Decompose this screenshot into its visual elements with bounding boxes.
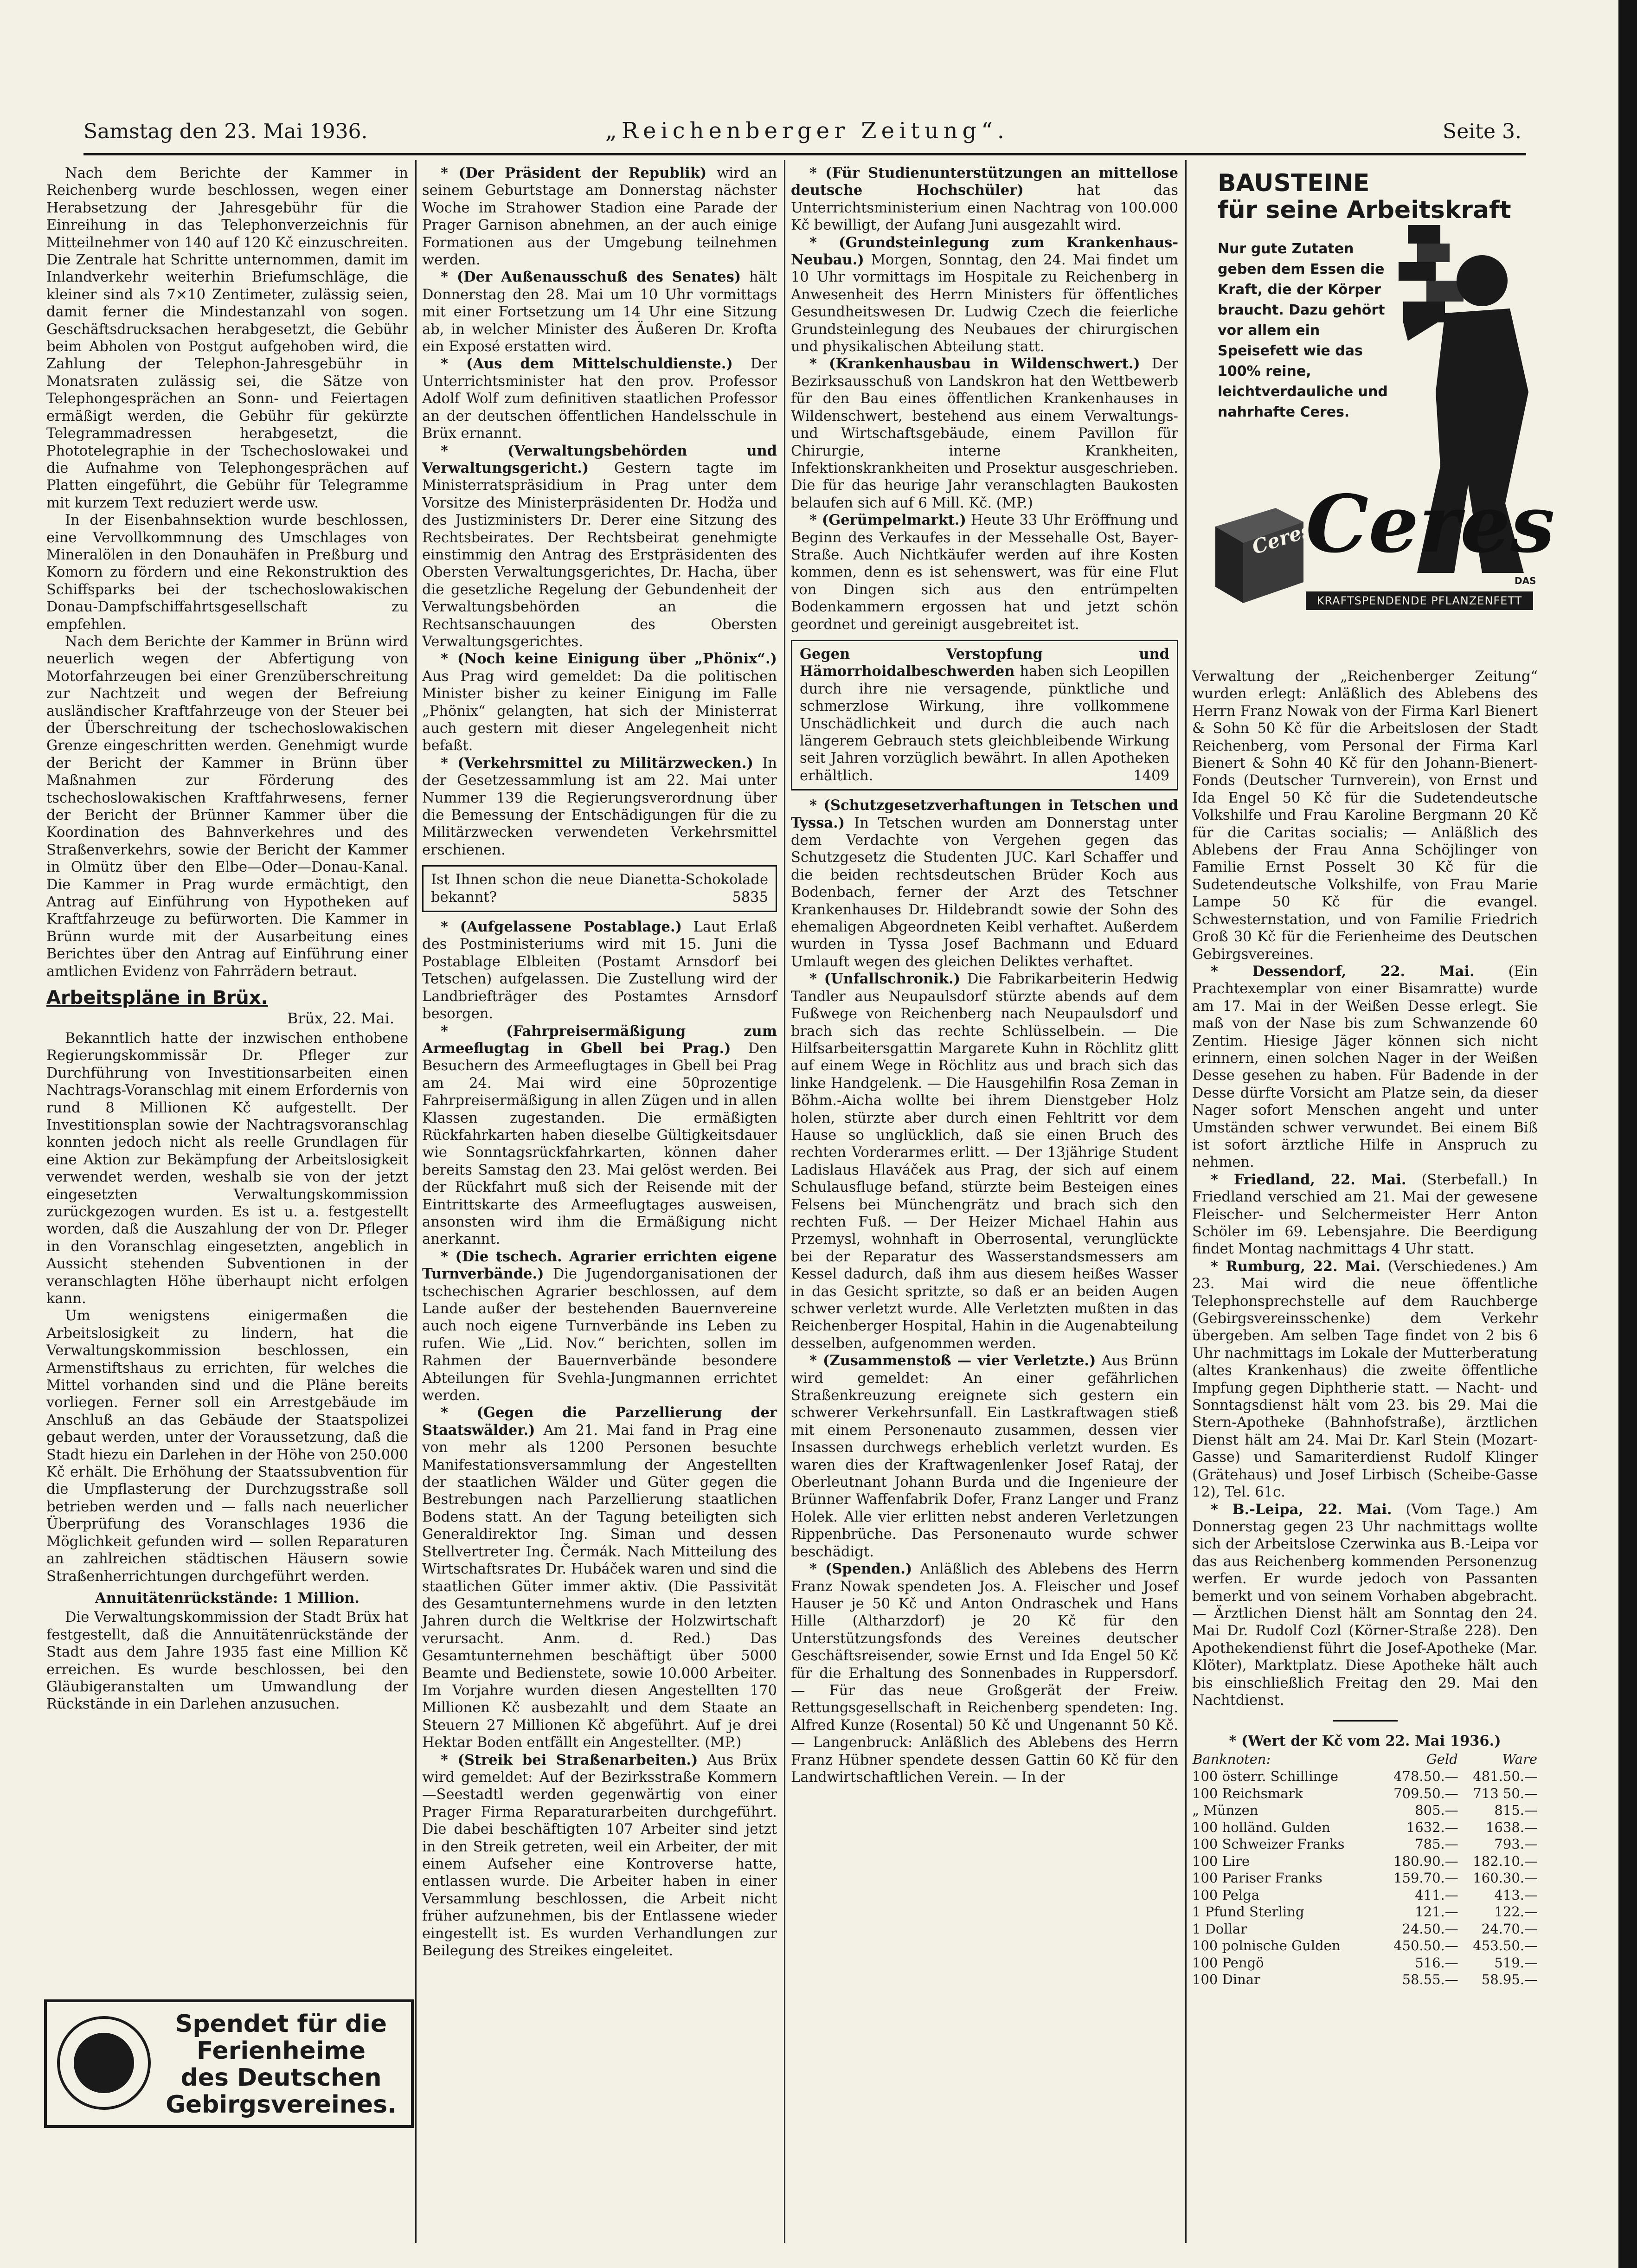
- exchange-rate-row: [1192, 1836, 1538, 1853]
- column-rule: [784, 160, 785, 2243]
- article-subheading: Annuitätenrückstände: 1 Million.: [95, 1589, 360, 1606]
- exchange-rate-ware: 58.95.—: [1481, 1972, 1538, 1988]
- news-item: [1192, 963, 1538, 1171]
- article-headline: Arbeitspläne in Brüx.: [46, 987, 268, 1009]
- news-item-text: Anläßlich des Ablebens des Herrn Franz Nowak spendeten Jos. A. Fleischer und Josef Hauser je 50 Kč und Anton Ondraschek und Hans Hille (Altharzdorf) je 20 Kč für den Unterstützungsfonds des Vereines deutscher Geschäftsreisender, sowie Ernst und Ida Engel 50 Kč für die Erhaltung des Sonnenbades in Ruppersdorf. — Für das neue Großgerät der Freiw. Rettungsgesellschaft in Reichenberg spendeten: Ing. Alfred Kunze (Rosental) 50 Kč und Ungenannt 50 Kč. — Langenbruck: Anläßlich des Ablebens des Herrn Franz Hübner spendete dessen Gattin 60 Kč für den Landwirtschaftlichen Verein. — In der: [791, 1561, 1179, 1786]
- exchange-rate-ware: 24.70.—: [1481, 1921, 1538, 1937]
- exchange-rate-row: [1192, 1971, 1538, 1988]
- exchange-rate-currency: 100 Pariser Franks: [1192, 1870, 1322, 1886]
- exchange-rate-row: [1192, 1819, 1538, 1836]
- exchange-rate-geld: 805.—: [1415, 1802, 1458, 1818]
- article-paragraph: Um wenigstens einigermaßen die Arbeitslosigkeit zu lindern, hat die Verwaltungskommission beschlossen, ein Armenstiftshaus zu errichten, für welches die Mittel vorhanden sind und die Pläne bereits vorliegen. Ferner soll ein Arrestgebäude im Anschluß an das Gebäude der Staatspolizei gebaut werden, unter der Voraussetzung, daß die Stadt hiezu ein Darlehen in der Höhe von 250.000 Kč erhält. Die Erhöhung der Staatssubvention für die Umpflasterung der Durchzugsstraße soll betrieben werden und — falls nach neuerlicher Überprüfung des Voranschlages 1936 die Möglichkeit gefunden wird — sollen Reparaturen an zahlreichen städtischen Häusern sowie Straßenherrichtungen durchgeführt werden.: [46, 1308, 408, 1585]
- exchange-rate-ware: 182.10.—: [1473, 1853, 1538, 1869]
- exchange-rate-header-geld: Geld: [1426, 1751, 1458, 1767]
- news-item-title: * B.-Leipa, 22. Mai.: [1211, 1501, 1392, 1518]
- exchange-rate-ware: 793.—: [1494, 1836, 1538, 1852]
- exchange-rate-geld: 159.70.—: [1393, 1870, 1458, 1886]
- news-item-text: Laut Erlaß des Postministeriums wird mit 15. Juni die Postablage Elbleiten (Postamt Arnsdorf bei Tetschen) aufgelassen. Die Zustellung wird der Landbriefträger des Postamtes Arnsdorf besorgen.: [422, 919, 777, 1022]
- exchange-rate-geld: 450.50.—: [1393, 1938, 1458, 1954]
- exchange-rate-header-label: Banknoten:: [1193, 1751, 1271, 1767]
- news-item: [422, 269, 777, 355]
- exchange-rate-currency: 100 Schweizer Franks: [1192, 1836, 1345, 1852]
- classified-number: 5835: [732, 889, 768, 906]
- ad-text: [158, 2011, 404, 2118]
- news-item-text: Aus Brünn wird gemeldet: An einer gefährlichen Straßenkreuzung ereignete sich gestern ein schwerer Verkehrsunfall. Ein Lastkraftwagen stieß mit einem Personenauto zusammen, dessen vier Insassen durchwegs erheblich verletzt wurden. Es waren dies der Kraftwagenlenker Josef Rataj, der Oberleutnant Johann Burda und die Ingenieure der Brünner Waffenfabrik Dofer, Franz Langer und Franz Holek. Alle vier erlitten nebst anderen Verletzungen Rippenbrüche. Das Personenauto wurde schwer beschädigt.: [791, 1353, 1178, 1560]
- news-item-text: Aus Brüx wird gemeldet: Auf der Bezirksstraße Kommern—Seestadtl werden gegenwärtig von einer Prager Firma Reparaturarbeiten durchgeführt. Die dabei beschäftigten 107 Arbeiter sind jetzt in den Streik getreten, weil ein Arbeiter, der mit einem Aufseher eine Kontroverse hatte, entlassen wurde. Die Arbeiter haben in einer Versammlung beschlossen, die Arbeit nicht früher aufzunehmen, bis der Entlassene wieder eingestellt ist. Es wurden Verhandlungen zur Beilegung des Streikes eingeleitet.: [422, 1752, 777, 1960]
- news-item-text: hält Donnerstag den 28. Mai um 10 Uhr vormittags mit einer Fortsetzung um 14 Uhr eine Sitzung ab, in welcher Minister des Äußeren Dr. Krofta ein Exposé erstatten wird.: [422, 269, 777, 355]
- news-item-text: Heute 33 Uhr Eröffnung und Beginn des Verkaufes in der Messehalle Ost, Bayer-Straße. Auch Nichtkäufer werden auf ihre Kosten kommen, denn es ist sehenswert, was für eine Flut von Dingen sich aus den entrümpelten Bodenkammern ergossen hat und jetzt schön geordnet und gereinigt ausgebreitet ist.: [791, 512, 1178, 633]
- exchange-rate-geld: 516.—: [1415, 1954, 1458, 1971]
- news-item-text: Aus Prag wird gemeldet: Da die politischen Minister bisher zu keiner Einigung im Falle „Phönix“ gelangten, hat sich der Ministerrat auch gestern mit dieser Angelegenheit nicht befaßt.: [422, 668, 777, 754]
- news-item-title: * (Verkehrsmittel zu Militärzwecken.): [441, 754, 753, 771]
- page-number: Seite 3.: [1443, 120, 1521, 143]
- news-item-title: * (Zusammenstoß — vier Verletzte.): [809, 1352, 1096, 1369]
- exchange-rate-currency: 100 Lire: [1192, 1853, 1250, 1869]
- news-item-title: * (Verwaltungsbehörden und Verwaltungsgericht.): [422, 442, 777, 476]
- news-item: [1192, 1171, 1538, 1258]
- news-item-title: * (Die tschech. Agrarier errichten eigene Turnverbände.): [422, 1248, 777, 1283]
- news-item-title: * Friedland, 22. Mai.: [1211, 1171, 1406, 1188]
- news-item-title: * Rumburg, 22. Mai.: [1211, 1258, 1381, 1275]
- news-item-title: * (Für Studienunterstützungen an mittellose deutsche Hochschüler): [791, 165, 1178, 199]
- classified-box: [422, 865, 777, 912]
- exchange-rate-currency: 100 Pelga: [1192, 1887, 1260, 1903]
- exchange-rate-geld: 1632.—: [1406, 1819, 1458, 1835]
- ceres-das: DAS: [1515, 575, 1536, 586]
- exchange-rate-geld: 785.—: [1415, 1836, 1458, 1852]
- exchange-rate-header: [1192, 1750, 1538, 1768]
- news-item-text: Gestern tagte im Ministerratspräsidium in Prag unter dem Vorsitze des Ministerpräsidenten Dr. Hodža und des Justizministers Dr. Derer eine Sitzung des Rechtsbeirates. Der Rechtsbeirat genehmigte einstimmig den Antrag des Erstpräsidenten des Obersten Verwaltungsgerichtes, Dr. Hacha, über die gesetzliche Regelung der Gebundenheit der Verwaltungsbehörden an die Rechtsanschauungen des Obersten Verwaltungsgerichtes.: [422, 460, 777, 650]
- column-4: [1192, 668, 1538, 2245]
- news-item: [422, 1248, 777, 1405]
- classified-text: Ist Ihnen schon die neue Dianetta-Schokolade bekannt?: [431, 872, 768, 906]
- news-item-text: Den Besuchern des Armeeflugtages in Gbell bei Prag am 24. Mai wird eine 50prozentige Fahrpreisermäßigung in allen Zügen und in allen Klassen zugestanden. Die ermäßigten Rückfahrkarten haben dieselbe Gültigkeitsdauer wie Sonntagsrückfahrkarten, können daher bereits Samstag den 23. Mai gelöst werden. Bei der Rückfahrt muß sich der Reisende mit der Eintrittskarte des Armeeflugtages ausweisen, ansonsten wird ihm die Ermäßigung nicht anerkannt.: [422, 1040, 777, 1248]
- news-item-title: * (Fahrpreisermäßigung zum Armeeflugtag in Gbell bei Prag.): [422, 1022, 777, 1057]
- article-dateline: Brüx, 22. Mai.: [287, 1009, 394, 1027]
- exchange-rate-ware: 481.50.—: [1473, 1768, 1538, 1785]
- news-item-title: * (Schutzgesetzverhaftungen in Tetschen und Tyssa.): [791, 797, 1178, 831]
- exchange-rate-row: [1192, 1853, 1538, 1870]
- exchange-rate-currency: 100 Reichsmark: [1192, 1785, 1303, 1801]
- exchange-rate-currency: 100 österr. Schillinge: [1192, 1768, 1338, 1785]
- news-item: [791, 355, 1178, 512]
- article-paragraph: Nach dem Berichte der Kammer in Brünn wird neuerlich wegen der Abfertigung von Motorfahrzeugen bei einer Grenzüberschreitung zur Nachtzeit und wegen der Befreiung ausländischer Kraftfahrzeuge von der Steuer bei der Überschreitung der tschechoslowakischen Grenze eingeschritten werden. Genehmigt wurde der Bericht der Kammer in Brünn über Maßnahmen zur Förderung des tschechoslowakischen Kraftfahrwesens, ferner der Bericht der Brünner Kammer über die Koordination des Bahnverkehres und des Straßenverkehrs, sowie der Bericht der Kammer in Olmütz über den Elbe—Oder—Donau-Kanal. Die Kammer in Prag wurde ermächtigt, den Antrag auf Einführung von Hypotheken auf Kraftfahrzeuge zu befürworten. Die Kammer in Brünn wurde mit der Ausarbeitung eines Berichtes über den Antrag auf Einführung einer amtlichen Evidenz von Fahrrädern betraut.: [46, 633, 408, 980]
- classified-text: haben sich Leopillen durch ihre nie versagende, pünktliche und schmerzlose Wirkung, ihre vollkommene Unschädlichkeit und durch die auch nach längerem Gebrauch stets gleichbleibende Wirkung seit Jahren vorzüglich bewährt. In allen Apotheken erhältlich.: [800, 663, 1169, 784]
- section-divider: [1333, 1720, 1398, 1722]
- column-rule: [1185, 160, 1187, 2243]
- exchange-rate-row: [1192, 1768, 1538, 1785]
- ceres-box-label: Ceres: [1249, 518, 1315, 559]
- exchange-rate-ware: 160.30.—: [1473, 1870, 1538, 1886]
- exchange-rate-ware: 519.—: [1494, 1954, 1538, 1971]
- exchange-rate-ware: 1638.—: [1485, 1819, 1538, 1835]
- exchange-rate-currency: „ Münzen: [1192, 1802, 1258, 1818]
- ad-line: des Deutschen: [180, 2064, 382, 2092]
- ceres-tagline: KRAFTSPENDENDE PFLANZENFETT: [1306, 591, 1533, 610]
- exchange-rate-geld: 180.90.—: [1393, 1853, 1458, 1869]
- news-item-text: Der Bezirksausschuß von Landskron hat den Wettbewerb für den Bau eines öffentlichen Krankenhauses in Wildenschwert, bestehend aus einem Verwaltungs- und Wirtschaftsgebäude, einem Pavillon für Chirurgie, interne Krankheiten, Infektionskrankheiten und Prosektur ausgeschrieben. Die für das heurige Jahr veranschlagten Baukosten belaufen sich auf 6 Mill. Kč. (MP.): [791, 356, 1178, 511]
- exchange-rate-geld: 411.—: [1415, 1887, 1458, 1903]
- issue-date: Samstag den 23. Mai 1936.: [83, 120, 368, 143]
- ceres-brand: Ceres: [1306, 478, 1555, 571]
- news-item-title: * (Gerümpelmarkt.): [809, 512, 966, 529]
- exchange-rate-row: [1192, 1954, 1538, 1972]
- exchange-rate-row: [1192, 1802, 1538, 1819]
- news-item: [422, 165, 777, 269]
- news-item-title: * Dessendorf, 22. Mai.: [1211, 963, 1475, 980]
- exchange-rate-row: [1192, 1903, 1538, 1921]
- news-item: [791, 234, 1178, 356]
- exchange-rate-currency: 100 Dinar: [1192, 1972, 1260, 1988]
- classified-number: 1409: [1133, 767, 1169, 784]
- news-item: [422, 1023, 777, 1248]
- news-item: [1192, 1501, 1538, 1709]
- exchange-rate-ware: 713 50.—: [1473, 1785, 1538, 1801]
- news-item: [791, 1352, 1178, 1561]
- exchange-rate-ware: 122.—: [1494, 1904, 1538, 1920]
- article-paragraph: Die Verwaltungskommission der Stadt Brüx hat festgestellt, daß die Annuitätenrückstände der Stadt aus dem Jahre 1935 fast eine Million Kč erreichen. Es wurde beschlossen, bei den Gläubigeranstalten um Umwandlung der Rückstände in ein Darlehen anzusuchen.: [46, 1609, 408, 1713]
- news-item-text: Der Unterrichtsminister hat den prov. Professor Adolf Wolf zum definitiven staatlichen Professor an der deutschen öffentlichen Handelsschule in Brüx ernannt.: [422, 356, 777, 442]
- news-item-title: * (Der Präsident der Republik): [441, 165, 707, 181]
- advertisement-ceres: [1190, 165, 1555, 656]
- news-item-text: (Ein Prachtexemplar von einer Bisamratte) wurde am 17. Mai in der Weißen Desse erlegt. Sie maß von der Nase bis zum Schwanzende 60 Zentim. Hiesige Jäger können sich nicht erinnern, einen solchen Nager in der Weißen Desse gesehen zu haben. Für Badende in der Desse dürfte Vorsicht am Platze sein, da dieser Nager sofort Menschen angeht und unter Umständen schwer verwundet. Bei einem Biß ist sofort ärztliche Hilfe in Anspruch zu nehmen.: [1192, 963, 1538, 1171]
- exchange-rate-row: [1192, 1921, 1538, 1938]
- news-item: [791, 512, 1178, 633]
- exchange-rate-header-ware: Ware: [1502, 1751, 1537, 1767]
- column-3: [791, 165, 1178, 2243]
- gebirgsverein-emblem-icon: [57, 2016, 151, 2110]
- column-2: [422, 165, 777, 2243]
- scan-edge: [1618, 0, 1637, 2268]
- article-paragraph: Bekanntlich hatte der inzwischen enthobene Regierungskommissär Dr. Pfleger zur Durchführung von Investitionsarbeiten einen Nachtrags-Voranschlag mit einem Erfordernis von rund 8 Millionen Kč aufgestellt. Der Investitionsplan sowie der Nachtragsvoranschlag konnten jedoch nicht als reelle Grundlagen für eine Aktion zur Bekämpfung der Arbeitslosigkeit verwendet werden, weshalb sie von der jetzt eingesetzten Verwaltungskommission zurückgezogen wurden. Es ist u. a. festgestellt worden, daß die Auszahlung der von Dr. Pfleger in den Voranschlag eingesetzten, angeblich in Aussicht stehenden Subventionen in der veranschlagten Höhe überhaupt nicht erfolgen kann.: [46, 1030, 408, 1307]
- exchange-rate-ware: 413.—: [1494, 1887, 1538, 1903]
- news-item-title: * (Aus dem Mittelschuldienste.): [441, 355, 733, 373]
- news-item-text: wird an seinem Geburtstage am Donnerstag nächster Woche im Strahower Stadion eine Parade der Prager Garnison abnehmen, an der auch einige Formationen aus der Umgebung teilnehmen werden.: [422, 165, 777, 269]
- classified-title: Gegen Verstopfung und Hämorrhoidalbeschwerden: [800, 645, 1169, 680]
- exchange-rate-row: [1192, 1887, 1538, 1904]
- news-item-title: * (Der Außenausschuß des Senates): [441, 269, 741, 286]
- news-item-title: * (Streik bei Straßenarbeiten.): [441, 1751, 698, 1768]
- news-item-title: * (Krankenhausbau in Wildenschwert.): [809, 355, 1140, 373]
- column-1: [46, 165, 408, 1983]
- ad-line: Gebirgsvereines.: [166, 2091, 397, 2119]
- news-item-text: (Vom Tage.) Am Donnerstag gegen 23 Uhr nachmittags wollte sich der Arbeitslose Czerwinka aus B.-Leipa vor das aus Reichenberg kommenden Personenzug werfen. Er wurde jedoch von Passanten bemerkt und von seinem Vorhaben abgebracht. — Ärztlichen Dienst hält am Sonntag den 24. Mai Dr. Rudolf Cozl (Körner-Straße 228). Den Apothekendienst führt die Josef-Apotheke (Mar. Klöter), Marktplatz. Diese Apotheke hält auch bis einschließlich Freitag den 29. Mai den Nachtdienst.: [1192, 1501, 1538, 1709]
- ad-line: Ferienheime: [197, 2037, 366, 2065]
- exchange-rate-geld: 121.—: [1415, 1904, 1458, 1920]
- news-item-title: * (Spenden.): [809, 1561, 912, 1578]
- news-item-title: * (Gegen die Parzellierung der Staatswälder.): [422, 1404, 777, 1439]
- news-item-text: In Tetschen wurden am Donnerstag unter dem Verdachte von Vergehen gegen das Schutzgesetz die Studenten JUC. Karl Schaffer und die beiden rechtsdeutschen Brüder Koch aus Bodenbach, ferner der Arzt des Tetschner Krankenhauses Dr. Hildebrandt sowie der Sohn des ehemaligen Abgeordneten Keibl verhaftet. Außerdem wurden in Tyssa Josef Bachmann und Eduard Umlauft wegen des gleichen Deliktes verhaftet.: [791, 815, 1178, 970]
- news-item: [1192, 1258, 1538, 1501]
- news-item: [422, 650, 777, 754]
- news-item: [422, 919, 777, 1022]
- news-item-text: (Verschiedenes.) Am 23. Mai wird die neue öffentliche Telephonsprechstelle auf dem Rauchberge (Gebirgsvereinsschenke) dem Verkehr übergeben. Am selben Tage findet von 2 bis 6 Uhr nachmittags im Lokale der Mutterberatung (altes Krankenhaus) die zweite öffentliche Impfung gegen Diphtherie statt. — Nacht- und Sonntagsdienst hält vom 23. bis 29. Mai die Stern-Apotheke (Bahnhofstraße), ärztlichen Dienst hält am 24. Mai Dr. Karl Stein (Mozart-Gasse) und Samariterdienst Rudolf Klinger (Grätehaus) und Josef Lirbisch (Scheibe-Gasse 12), Tel. 61c.: [1192, 1258, 1538, 1501]
- news-item-text: hat das Unterrichtsministerium einen Nachtrag von 100.000 Kč bewilligt, der Aufang Juni ausgezahlt wird.: [791, 182, 1178, 234]
- ad-body: Nur gute Zutaten geben dem Essen die Kraft, die der Körper braucht. Dazu gehört vor allem ein Speisefett wie das 100% reine, leichtverdauliche und nahrhafte Ceres.: [1218, 241, 1388, 420]
- news-item-text: Morgen, Sonntag, den 24. Mai findet um 10 Uhr vormittags im Hospitale zu Reichenberg in Anwesenheit des Herrn Ministers für öffentliches Gesundheitswesen Dr. Ludwig Czech die feierliche Grundsteinlegung des Neubaues der chirurgischen und physikalischen Abteilung statt.: [791, 252, 1178, 355]
- news-item: [422, 1404, 777, 1751]
- ad-line: Spendet für die: [175, 2010, 387, 2038]
- news-item: [422, 755, 777, 859]
- ad-subheadline: für seine Arbeitskraft: [1218, 196, 1511, 224]
- ceres-package-icon: [1211, 499, 1315, 605]
- exchange-rate-ware: 815.—: [1494, 1802, 1538, 1818]
- news-item: [422, 1752, 777, 1960]
- exchange-rate-geld: 24.50.—: [1402, 1921, 1458, 1937]
- article-paragraph: Nach dem Berichte der Kammer in Reichenberg wurde beschlossen, wegen einer Herabsetzung der Jahresgebühr für die Einreihung in das Telephonverzeichnis für Mitteilnehmer von 140 auf 120 Kč einzuschreiten. Die Zentrale hat Schritte unternommen, damit im Inlandverkehr weiterhin Briefumschläge, die kleiner sind als 7×10 Zentimeter, zulässig seien, damit ferner die Mindestanzahl von sogen. Geschäftsdrucksachen herabgesetzt, die Gebühr beim Abholen von Postgut aufgehoben wird, die Zahlung der Telephon-Jahresgebühr in Monatsraten zulässig sei, die Sätze von Telephongesprächen an Sonn- und Feiertagen ermäßigt werden, die Gebühr für gekürzte Telegrammadressen herabgesetzt, die Phototelegraphie in der Tschechoslowakei und die Aufnahme von Telephongesprächen auf Platten eingeführt, die Gebühr für Telegramme mit kurzem Text reduziert werde usw.: [46, 165, 408, 511]
- news-item-text: In der Gesetzessammlung ist am 22. Mai unter Nummer 139 die Regierungsverordnung über die Bemessung der Entschädigungen für die zu Militärzwecken verwendeten Verkehrsmittel erschienen.: [422, 755, 777, 858]
- article-paragraph: In der Eisenbahnsektion wurde beschlossen, eine Vervollkommnung des Umschlages von Mineralölen in den Donauhäfen in Preßburg und Komorn zu fördern und eine Rekonstruktion des Schiffsparks bei der tschechoslowakischen Donau-Dampfschiffahrtsgesellschaft zu empfehlen.: [46, 512, 408, 633]
- news-item-text: Die Jugendorganisationen der tschechischen Agrarier beschlossen, auf dem Lande außer der bestehenden Bauernvereine auch noch eigene Turnverbände ins Leben zu rufen. Wie „Lid. Nov.“ berichten, sollen im Rahmen der Bauernverbände besondere Abteilungen für Svehla-Jungmannen errichtet werden.: [422, 1266, 777, 1404]
- exchange-rate-geld: 478.50.—: [1393, 1768, 1458, 1785]
- exchange-rate-row: [1192, 1870, 1538, 1887]
- exchange-rate-row: [1192, 1937, 1538, 1954]
- news-item-title: * (Aufgelassene Postablage.): [441, 919, 682, 936]
- exchange-rate-table: [1192, 1750, 1538, 1988]
- ad-headline: BAUSTEINE: [1218, 169, 1370, 197]
- masthead-rule: [83, 153, 1526, 155]
- exchange-rate-title: * (Wert der Kč vom 22. Mai 1936.): [1229, 1733, 1501, 1750]
- exchange-rate-currency: 1 Dollar: [1192, 1921, 1247, 1937]
- exchange-rate-ware: 453.50.—: [1473, 1938, 1538, 1954]
- advertisement-spendet: [44, 1999, 414, 2128]
- news-item: [791, 165, 1178, 234]
- news-item-text: Die Fabrikarbeiterin Hedwig Tandler aus Neupaulsdorf stürzte abends auf dem Fußwege von Reichenberg nach Neupaulsdorf und brach sich das rechte Schlüsselbein. — Die Hilfsarbeitersgattin Margarete Kuhn in Röchlitz glitt auf einem Wege in Röchlitz aus und brach sich das linke Handgelenk. — Die Hausgehilfin Rosa Zeman in Böhm.-Aicha wollte bei ihrem Dienstgeber Holz holen, stürzte aber durch einen Fehltritt vor dem Hause so unglücklich, daß sie einen Bruch des rechten Vorderarmes erlitt. — Der 13jährige Student Ladislaus Hlaváček aus Prag, der sich auf einem Schulausfluge befand, stürzte beim Besteigen eines Felsens bei Münchengrätz und brach sich den rechten Fuß. — Der Heizer Michael Hahin aus Przemysl, wohnhaft in Oberrosental, verunglückte bei der Reparatur des Wasserstandsmessers am Kessel dadurch, daß ihm aus diesem heißes Wasser in das Gesicht spritzte, so daß er an beiden Augen schwer verletzt wurde. Alle Verletzten mußten in das Reichenberger Hospital, Hahin in die Augenabteilung desselben, aufgenommen werden.: [791, 971, 1179, 1352]
- news-item: [791, 1561, 1178, 1786]
- exchange-rate-currency: 100 holländ. Gulden: [1192, 1819, 1330, 1835]
- news-item-title: * (Unfallschronik.): [809, 970, 961, 988]
- exchange-rate-currency: 100 polnische Gulden: [1192, 1938, 1341, 1954]
- newspaper-title: „Reichenberger Zeitung“.: [605, 118, 1009, 144]
- news-item-text: Verwaltung der „Reichenberger Zeitung“ wurden erlegt: Anläßlich des Ablebens des Herrn Franz Nowak von der Firma Karl Bienert & Sohn 50 Kč für die Arbeitslosen der Stadt Reichenberg, vom Personal der Firma Karl Bienert & Sohn 40 Kč für den Johann-Bienert-Fonds (Deutscher Turnverein), von Ernst und Ida Engel 50 Kč für die Sudetendeutsche Volkshilfe und Frau Karoline Bergmann 20 Kč für die Caritas socialis; — Anläßlich des Ablebens der Frau Anna Schöjlinger von Familie Ernst Posselt 30 Kč für die Sudetendeutsche Volkshilfe, von Frau Marie Lampe 50 Kč für die evangel. Schwesternstation, und von Familie Friedrich Groß 30 Kč für die Ferienheime des Deutschen Gebirgsvereines.: [1192, 668, 1538, 963]
- news-item-text: (Sterbefall.) In Friedland verschied am 21. Mai der gewesene Fleischer- und Selchermeister Herr Anton Schöler im 69. Lebensjahre. Die Beerdigung findet Montag nachmittags 4 Uhr statt.: [1192, 1171, 1538, 1258]
- exchange-rate-currency: 100 Pengö: [1192, 1954, 1264, 1971]
- masthead: [83, 111, 1521, 153]
- classified-box: [791, 640, 1178, 790]
- column-rule: [415, 160, 417, 2243]
- news-item: [422, 355, 777, 442]
- news-item: [422, 443, 777, 651]
- news-item: [791, 797, 1178, 970]
- news-item: [791, 970, 1178, 1352]
- exchange-rate-currency: 1 Pfund Sterling: [1192, 1904, 1304, 1920]
- news-item-text: Am 21. Mai fand in Prag eine von mehr als 1200 Personen besuchte Manifestationsversammlung der Angestellten der staatlichen Wälder und Güter gegen die Bestrebungen nach Parzellierung staatlichen Bodens statt. An der Tagung beteiligten sich Generaldirektor Ing. Siman und dessen Stellvertreter Ing. Čermák. Nach Mitteilung des Wirtschaftsrates Dr. Hubáček waren und sind die staatlichen Güter immer aktiv. (Die Passivität des Gesamtunternehmens wurde in den letzten Jahren durch die Weltkrise der Holzwirtschaft verursacht. Anm. d. Red.) Das Gesamtunternehmen beschäftigt über 5000 Beamte und Bedienstete, sowie 10.000 Arbeiter. Im Vorjahre wurden diesen Angestellten 170 Millionen Kč ausbezahlt und dem Staate an Steuern 27 Millionen Kč abgeführt. Auf je drei Hektar Boden entfällt ein Angestellter. (MP.): [422, 1422, 777, 1751]
- news-item-title: * (Noch keine Einigung über „Phönix“.): [441, 650, 777, 668]
- exchange-rate-geld: 709.50.—: [1393, 1785, 1458, 1801]
- exchange-rate-geld: 58.55.—: [1402, 1972, 1458, 1988]
- exchange-rate-row: [1192, 1785, 1538, 1802]
- news-item-title: * (Grundsteinlegung zum Krankenhaus-Neubau.): [791, 234, 1178, 269]
